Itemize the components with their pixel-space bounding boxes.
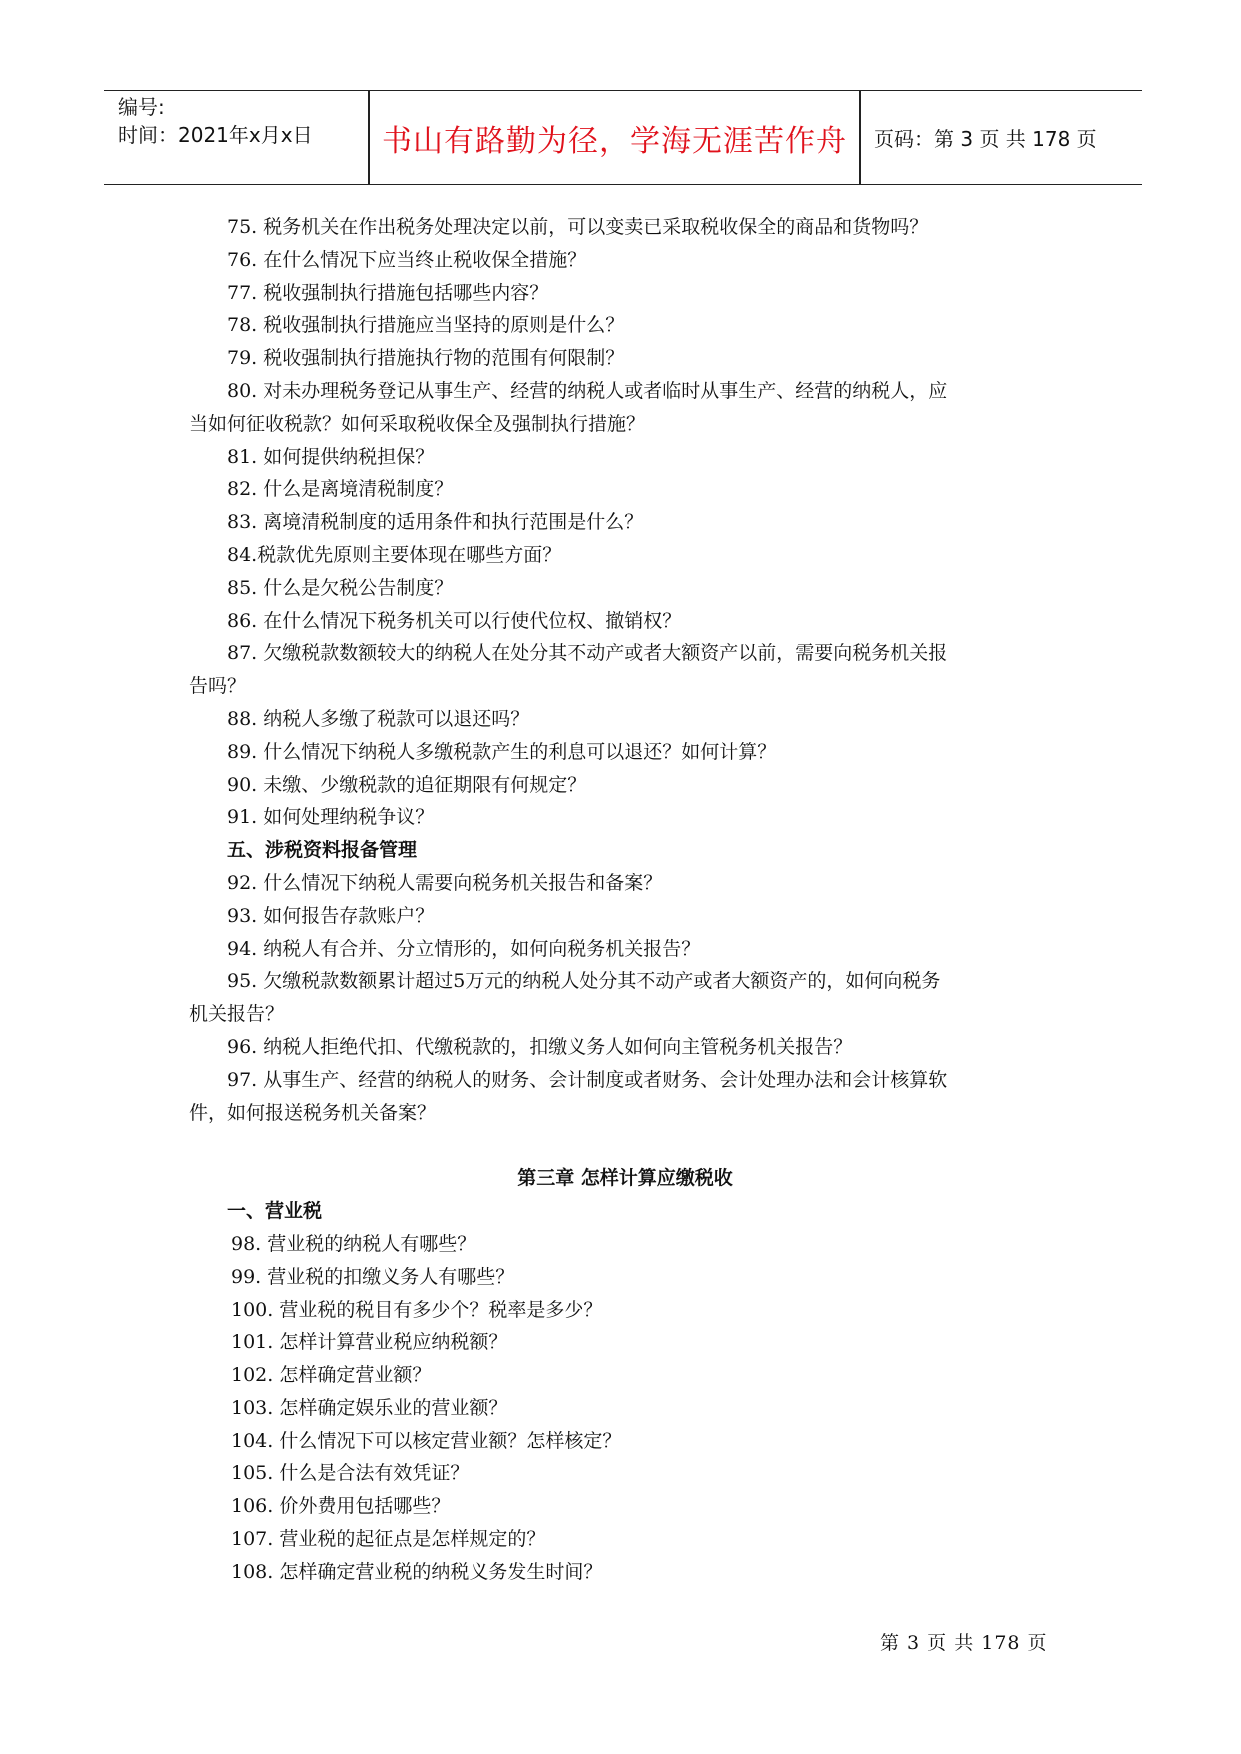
question-item: 104. 什么情况下可以核定营业额？怎样核定？ — [231, 1429, 622, 1452]
question-item: 94. 纳税人有合并、分立情形的，如何向税务机关报告？ — [227, 937, 701, 960]
question-item: 96. 纳税人拒绝代扣、代缴税款的，扣缴义务人如何向主管税务机关报告？ — [227, 1035, 853, 1058]
question-item: 89. 什么情况下纳税人多缴税款产生的利息可以退还？如何计算？ — [227, 740, 777, 763]
question-item: 99. 营业税的扣缴义务人有哪些？ — [231, 1265, 515, 1288]
question-item: 100. 营业税的税目有多少个？税率是多少？ — [231, 1298, 603, 1321]
document-number-label: 编号: — [118, 95, 165, 119]
question-item: 97. 从事生产、经营的纳税人的财务、会计制度或者财务、会计处理办法和会计核算软 — [227, 1068, 948, 1091]
question-item: 82. 什么是离境清税制度？ — [227, 478, 454, 501]
question-item: 95. 欠缴税款数额累计超过5万元的纳税人处分其不动产或者大额资产的，如何向税务 — [227, 970, 941, 993]
question-item: 79. 税收强制执行措施执行物的范围有何限制？ — [227, 347, 625, 370]
question-item: 78. 税收强制执行措施应当坚持的原则是什么？ — [227, 314, 625, 337]
question-item: 106. 价外费用包括哪些？ — [231, 1495, 451, 1518]
question-item: 88. 纳税人多缴了税款可以退还吗？ — [227, 707, 530, 730]
question-item: 92. 什么情况下纳税人需要向税务机关报告和备案？ — [227, 871, 663, 894]
question-item: 108. 怎样确定营业税的纳税义务发生时间？ — [231, 1560, 603, 1583]
question-item: 103. 怎样确定娱乐业的营业额？ — [231, 1396, 508, 1419]
question-item: 80. 对未办理税务登记从事生产、经营的纳税人或者临时从事生产、经营的纳税人，应 — [227, 379, 948, 402]
question-item: 84.税款优先原则主要体现在哪些方面？ — [227, 543, 562, 566]
header-meta — [118, 91, 368, 149]
section-heading: 五、涉税资料报备管理 — [227, 839, 418, 862]
header-motto: 书山有路勤为径，学海无涯苦作舟 — [382, 123, 847, 159]
question-item: 90. 未缴、少缴税款的追征期限有何规定？ — [227, 773, 587, 796]
document-time-label: 时间：2021年x月x日 — [118, 123, 313, 147]
question-item: 83. 离境清税制度的适用条件和执行范围是什么？ — [227, 511, 644, 534]
header-divider — [859, 91, 861, 184]
question-item: 93. 如何报告存款账户？ — [227, 904, 435, 927]
question-item: 101. 怎样计算营业税应纳税额？ — [231, 1331, 508, 1354]
page-header — [104, 90, 1142, 185]
chapter-title: 第三章 怎样计算应缴税收 — [517, 1167, 733, 1190]
page-footer: 第 3 页 共 178 页 — [880, 1632, 1048, 1654]
question-item: 86. 在什么情况下税务机关可以行使代位权、撤销权？ — [227, 609, 682, 632]
document-body — [189, 211, 1061, 1589]
question-item: 102. 怎样确定营业额？ — [231, 1364, 432, 1387]
question-item-continuation: 当如何征收税款？如何采取税收保全及强制执行措施？ — [189, 412, 646, 435]
question-item: 98. 营业税的纳税人有哪些？ — [231, 1232, 477, 1255]
question-item-continuation: 机关报告？ — [189, 1003, 285, 1026]
question-item: 87. 欠缴税款数额较大的纳税人在处分其不动产或者大额资产以前，需要向税务机关报 — [227, 642, 948, 665]
question-item-continuation: 件，如何报送税务机关备案？ — [189, 1101, 437, 1124]
question-item-continuation: 告吗？ — [189, 675, 247, 698]
question-item: 107. 营业税的起征点是怎样规定的？ — [231, 1528, 546, 1551]
header-page-number: 页码：第 3 页 共 178 页 — [874, 127, 1097, 151]
question-item: 91. 如何处理纳税争议？ — [227, 806, 435, 829]
question-item: 105. 什么是合法有效凭证？ — [231, 1462, 470, 1485]
question-item: 75. 税务机关在作出税务处理决定以前，可以变卖已采取税收保全的商品和货物吗？ — [227, 216, 929, 238]
section-heading: 一、营业税 — [227, 1200, 323, 1223]
question-item: 81. 如何提供纳税担保？ — [227, 445, 435, 468]
question-item: 85. 什么是欠税公告制度？ — [227, 576, 454, 599]
question-item: 76. 在什么情况下应当终止税收保全措施？ — [227, 248, 587, 271]
question-item: 77. 税收强制执行措施包括哪些内容？ — [227, 281, 549, 304]
